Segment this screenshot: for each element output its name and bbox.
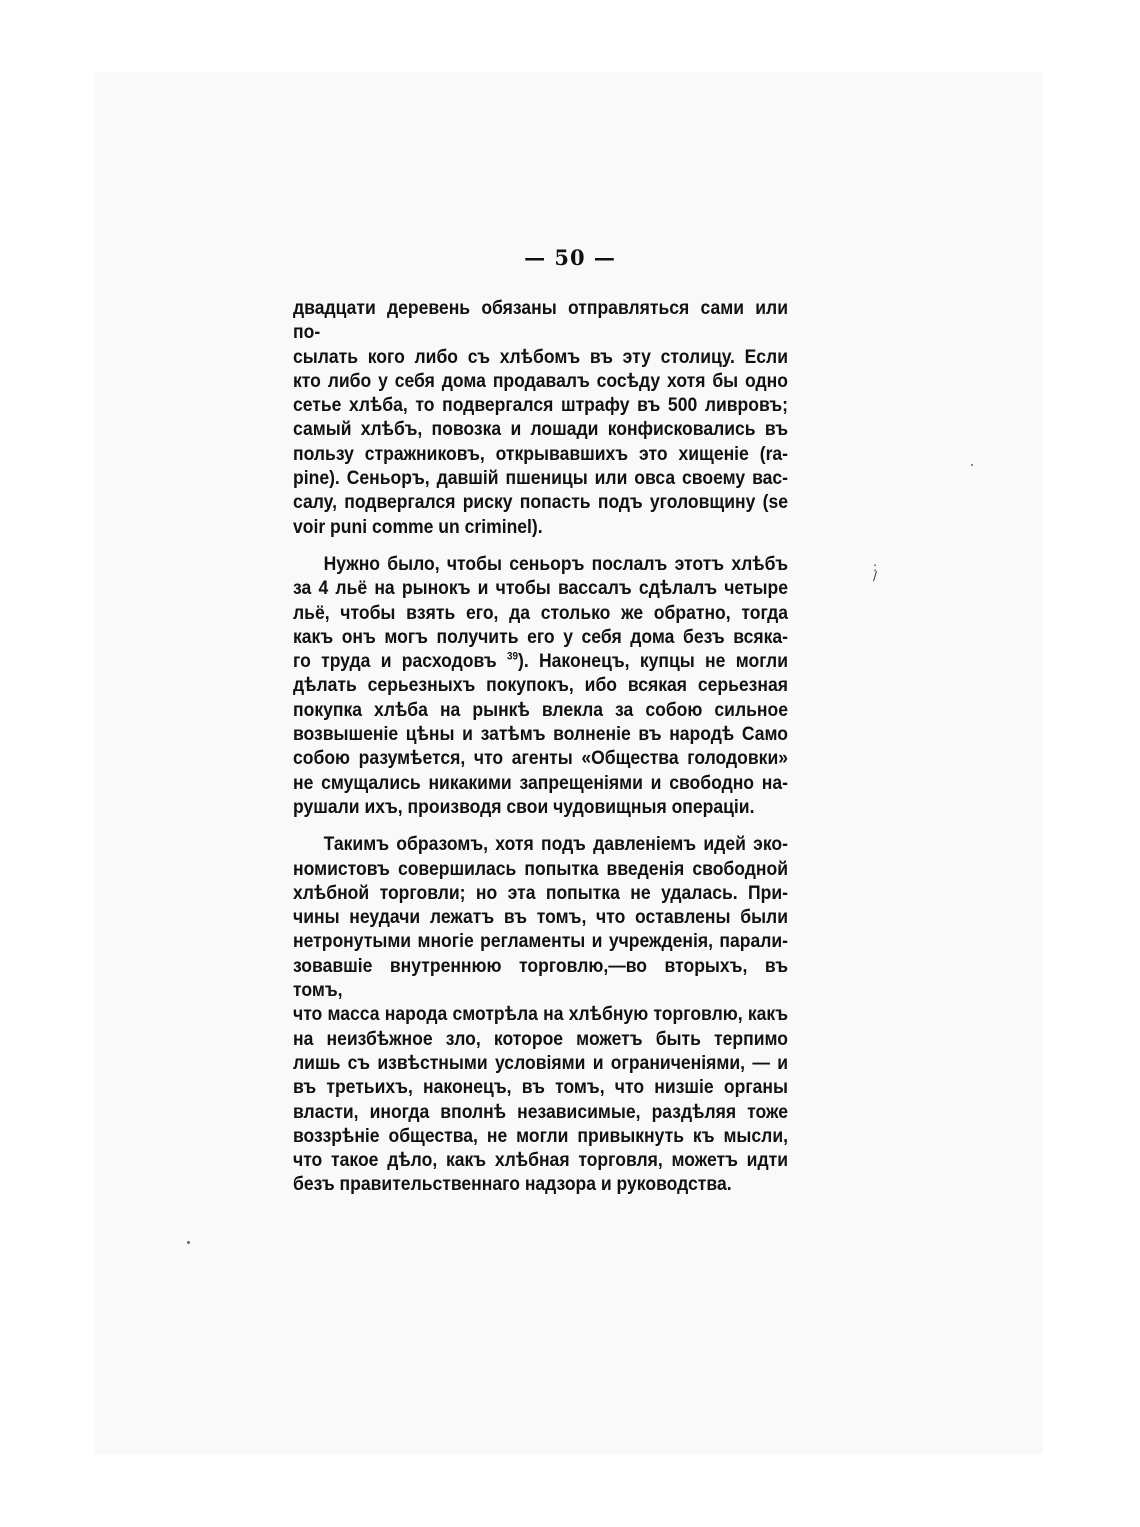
paragraph-3 — [293, 832, 788, 1196]
text-line: сетье хлѣба, то подвергался штрафу въ 500 ливровъ; — [293, 394, 788, 417]
paragraph-2 — [293, 552, 788, 819]
page-number: — 50 — — [524, 245, 616, 270]
text-line: воззрѣніе общества, не могли привыкнуть къ мысли, — [293, 1124, 788, 1147]
text-line: voir puni comme un criminel). — [293, 515, 543, 538]
scan-speck — [187, 1241, 190, 1244]
text-line: рушали ихъ, производя свои чудовищныя операціи. — [293, 795, 755, 818]
text-fragment: го труда и расходовъ — [293, 650, 497, 673]
text-line: Такимъ образомъ, хотя подъ давленіемъ идей эко- — [323, 833, 788, 856]
text-line: покупка хлѣба на рынкѣ влекла за собою сильное — [293, 698, 788, 721]
text-line: кто либо у себя дома продавалъ сосѣду хотя бы одно — [293, 369, 788, 392]
text-line: безъ правительственнаго надзора и руководства. — [293, 1173, 732, 1196]
text-line: нетронутыми многіе регламенты и учрежденія, парали- — [293, 930, 788, 953]
text-line: возвышеніе цѣны и затѣмъ волненіе въ народѣ Само — [293, 723, 788, 746]
margin-mark: : / — [873, 560, 878, 583]
text-line: въ третьихъ, наконецъ, въ томъ, что низшіе органы — [293, 1076, 788, 1099]
text-line: хлѣбной торговли; но эта попытка не удалась. При- — [293, 881, 788, 904]
text-line: номистовъ совершилась попытка введенія свободной — [293, 857, 788, 880]
text-line: лишь съ извѣстными условіями и ограниченіями, — и — [293, 1051, 788, 1074]
text-line: дѣлать серьезныхъ покупокъ, ибо всякая серьезная — [293, 674, 788, 697]
text-line: чины неудачи лежатъ въ томъ, что оставлены были — [293, 906, 788, 929]
paragraph-1 — [293, 296, 788, 539]
text-line: самый хлѣбъ, повозка и лошади конфисковались въ — [293, 418, 788, 441]
scan-speck — [971, 464, 973, 466]
text-line: не смущались никакими запрещеніями и свободно на- — [293, 771, 788, 794]
text-fragment: ). Наконецъ, купцы не могли — [517, 650, 788, 673]
text-line-with-footnote — [293, 649, 788, 673]
text-line: что масса народа смотрѣла на хлѣбную торговлю, какъ — [293, 1003, 788, 1026]
text-line: пользу стражниковъ, открывавшихъ это хищеніе (ra- — [293, 442, 788, 465]
text-line: Нужно было, чтобы сеньоръ послалъ этотъ хлѣбъ — [323, 552, 788, 575]
text-line: собою разумѣется, что агенты «Общества голодовки» — [293, 747, 788, 770]
text-line: что такое дѣло, какъ хлѣбная торговля, можетъ идти — [293, 1149, 788, 1172]
body-text — [293, 296, 788, 1210]
text-line: власти, иногда вполнѣ независимые, раздѣляя тоже — [293, 1100, 788, 1123]
footnote-ref: 39 — [506, 650, 518, 663]
text-line: на неизбѣжное зло, которое можетъ быть терпимо — [293, 1027, 788, 1050]
text-line: салу, подвергался риску попасть подъ уголовщину (se — [293, 491, 788, 514]
text-line: льё, чтобы взять его, да столько же обратно, тогда — [293, 601, 788, 624]
text-line: pine). Сеньоръ, давшій пшеницы или овса своему вас- — [293, 467, 788, 490]
text-line: двадцати деревень обязаны отправляться сами или по- — [293, 297, 788, 344]
text-line: какъ онъ могъ получить его у себя дома безъ всяка- — [293, 625, 788, 648]
text-line: сылать кого либо съ хлѣбомъ въ эту столицу. Если — [293, 345, 788, 368]
text-line: за 4 льё на рынокъ и чтобы вассалъ сдѣлалъ четыре — [293, 577, 788, 600]
text-line: зовавшіе внутреннюю торговлю,—во вторыхъ, въ томъ, — [293, 954, 788, 1002]
